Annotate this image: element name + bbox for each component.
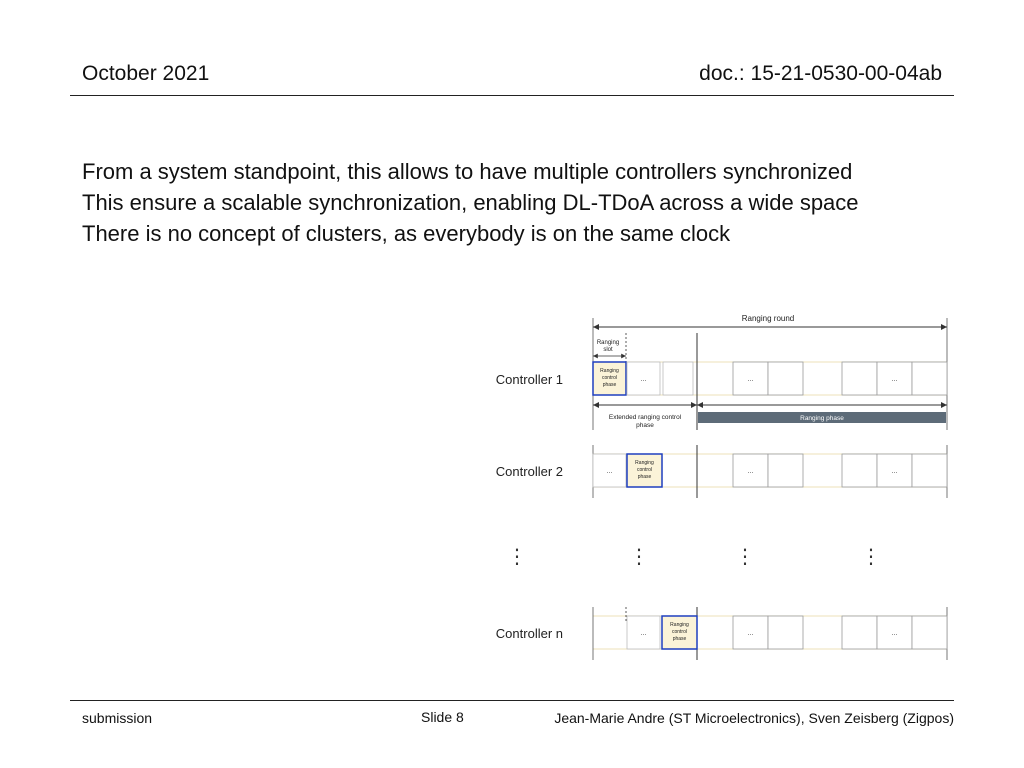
cn-rcp-text-3: phase [672, 636, 687, 642]
cn-slot [768, 616, 803, 649]
header-doc-number: doc.: 15-21-0530-00-04ab [699, 62, 942, 85]
controller-timing-diagram [470, 305, 960, 675]
footer-submission: submission [82, 710, 153, 726]
c2-rcp-text-1: Ranging [635, 460, 654, 466]
body-line-3: There is no concept of clusters, as everybody is on the same clock [82, 221, 731, 246]
ranging-slot-label-2: slot [603, 347, 613, 353]
vertical-ellipsis: ⋮ [507, 546, 527, 568]
controller-1-label: Controller 1 [495, 372, 563, 387]
c2-slot [768, 454, 803, 487]
c2-rcp-text-3: phase [637, 474, 652, 480]
controller-n-label: Controller n [495, 626, 563, 641]
extended-phase-label-1: Extended ranging control [608, 414, 682, 421]
c2-slot-ellipsis: ... [606, 468, 613, 475]
footer-authors: Jean-Marie Andre (ST Microelectronics), Sven Zeisberg (Zigpos) [554, 710, 954, 726]
extended-phase-label-2: phase [636, 422, 654, 429]
c1-slot-ellipsis: ... [747, 376, 754, 383]
controller-2-label: Controller 2 [495, 464, 563, 479]
c1-slot-ellipsis: ... [640, 376, 647, 383]
c1-slot [768, 362, 803, 395]
cn-slot-ellipsis: ... [891, 630, 898, 637]
cn-rcp-text-1: Ranging [670, 622, 689, 628]
cn-slot [912, 616, 947, 649]
c1-slot [912, 362, 947, 395]
ranging-phase-label: Ranging phase [800, 415, 844, 422]
body-text [82, 156, 859, 249]
c2-slot [842, 454, 877, 487]
c2-slot-ellipsis: ... [891, 468, 898, 475]
footer-slide-number: Slide 8 [421, 709, 464, 725]
body-line-1: From a system standpoint, this allows to have multiple controllers synchronized [82, 159, 853, 184]
cn-rcp-text-2: control [671, 629, 688, 635]
c1-slot [842, 362, 877, 395]
vertical-ellipsis: ⋮ [629, 546, 649, 568]
c2-slot-ellipsis: ... [747, 468, 754, 475]
header-date: October 2021 [82, 62, 210, 85]
body-line-2: This ensure a scalable synchronization, enabling DL-TDoA across a wide space [82, 190, 859, 215]
c1-slot [663, 362, 693, 395]
c2-rcp-text-2: control [636, 467, 653, 473]
vertical-ellipsis: ⋮ [735, 546, 755, 568]
c2-slot [912, 454, 947, 487]
footer-rule [70, 700, 954, 701]
cn-slot-ellipsis: ... [747, 630, 754, 637]
header-rule [70, 95, 954, 96]
ranging-round-label: Ranging round [741, 314, 795, 323]
cn-slot [842, 616, 877, 649]
c1-slot-ellipsis: ... [891, 376, 898, 383]
c1-rcp-text-3: phase [602, 382, 617, 388]
c1-rcp-text-1: Ranging [600, 368, 619, 374]
vertical-ellipsis: ⋮ [861, 546, 881, 568]
ranging-slot-label-1: Ranging [596, 340, 620, 346]
c1-rcp-text-2: control [601, 375, 618, 381]
cn-slot-ellipsis: ... [640, 630, 647, 637]
